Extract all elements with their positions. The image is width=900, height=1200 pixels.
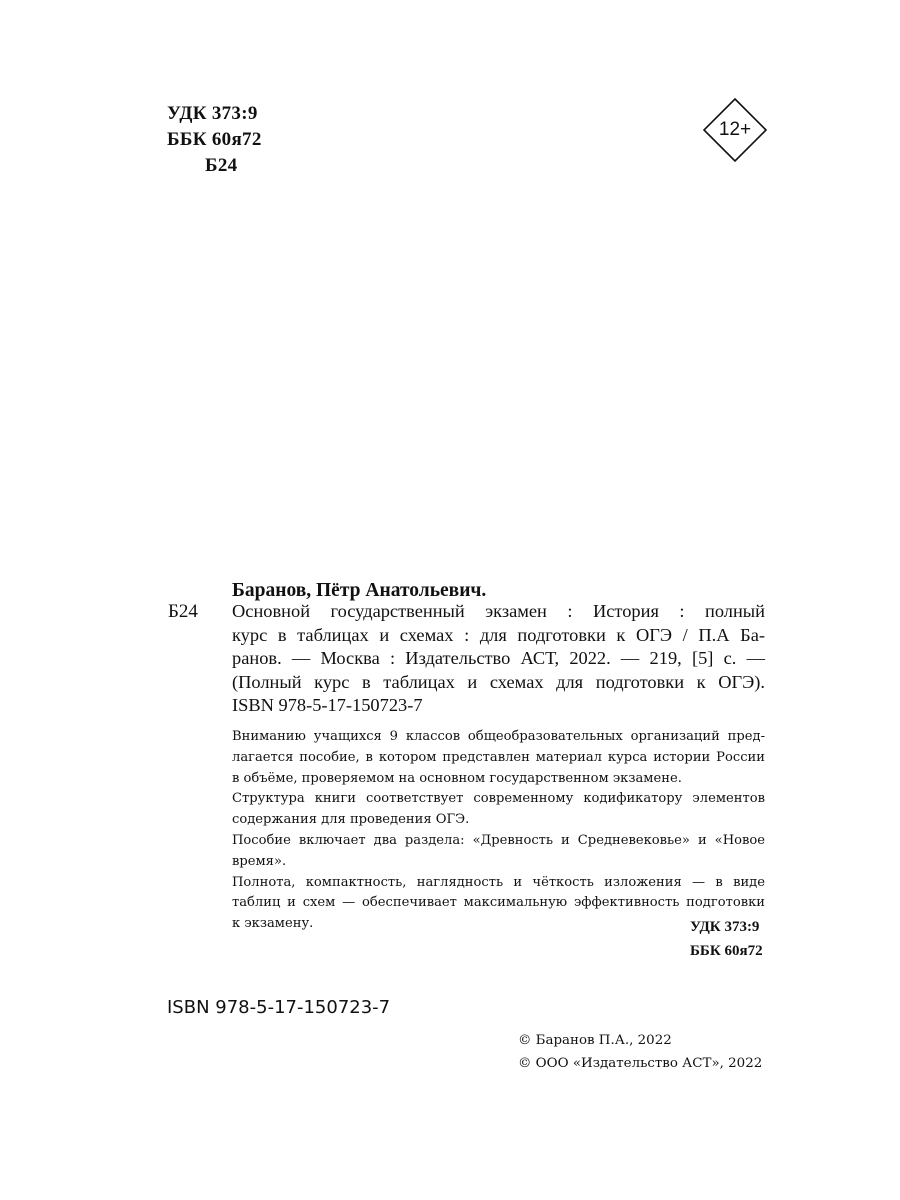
annotation-line: лагается пособие, в котором представлен материал курса истории России — [232, 749, 765, 765]
annotation-line: Пособие включает два раздела: «Древность и Средневековье» и «Новое — [232, 832, 765, 848]
annotation-line: в объёме, проверяемом на основном государственном экзамене. — [232, 770, 682, 786]
bbk-code: ББК 60я72 — [167, 129, 262, 150]
udk-code: УДК 373:9 — [167, 103, 258, 124]
annotation-line: Полнота, компактность, наглядность и чёткость изложения — в виде — [232, 874, 765, 890]
annotation-paragraph — [232, 727, 765, 789]
bottom-classification-codes — [690, 915, 763, 963]
annotation-line: время». — [232, 853, 287, 869]
copyright-block — [518, 1029, 762, 1075]
copyright-author: © Баранов П.А., 2022 — [518, 1033, 672, 1048]
udk-code: УДК 373:9 — [690, 919, 760, 935]
age-rating-badge — [703, 98, 767, 162]
bib-line: курс в таблицах и схемах : для подготовки к ОГЭ / П.А Ба- — [232, 624, 765, 645]
bbk-code: ББК 60я72 — [690, 943, 763, 959]
annotation-line: таблиц и схем — обеспечивает максимальную эффективность подготовки — [232, 895, 765, 911]
annotation-line: Вниманию учащихся 9 классов общеобразовательных организаций пред- — [232, 729, 765, 744]
annotation-line: содержания для проведения ОГЭ. — [232, 812, 470, 828]
bib-author-heading: Баранов, Пётр Анатольевич. — [232, 580, 487, 601]
bib-author-mark: Б24 — [168, 601, 198, 622]
bib-line: (Полный курс в таблицах и схемах для подготовки к ОГЭ). — [232, 671, 765, 692]
bib-description — [232, 600, 765, 718]
annotation-paragraph — [232, 873, 765, 935]
bib-line: Основной государственный экзамен : История : полный — [232, 601, 765, 621]
annotation-paragraph — [232, 789, 765, 831]
copyright-publisher: © ООО «Издательство АСТ», 2022 — [518, 1056, 763, 1071]
bib-isbn-line: ISBN 978-5-17-150723-7 — [232, 695, 423, 716]
author-mark: Б24 — [205, 155, 238, 176]
age-rating-label: 12+ — [718, 119, 752, 140]
annotation-paragraph — [232, 831, 765, 873]
bib-line: ранов. — Москва : Издательство АСТ, 2022. — 219, [5] с. — — [232, 648, 765, 669]
annotation — [232, 727, 765, 935]
top-classification-codes — [167, 101, 262, 179]
isbn: ISBN 978-5-17-150723-7 — [167, 997, 391, 1018]
annotation-line: Структура книги соответствует современному кодификатору элементов — [232, 791, 765, 807]
annotation-line: к экзамену. — [232, 916, 314, 932]
